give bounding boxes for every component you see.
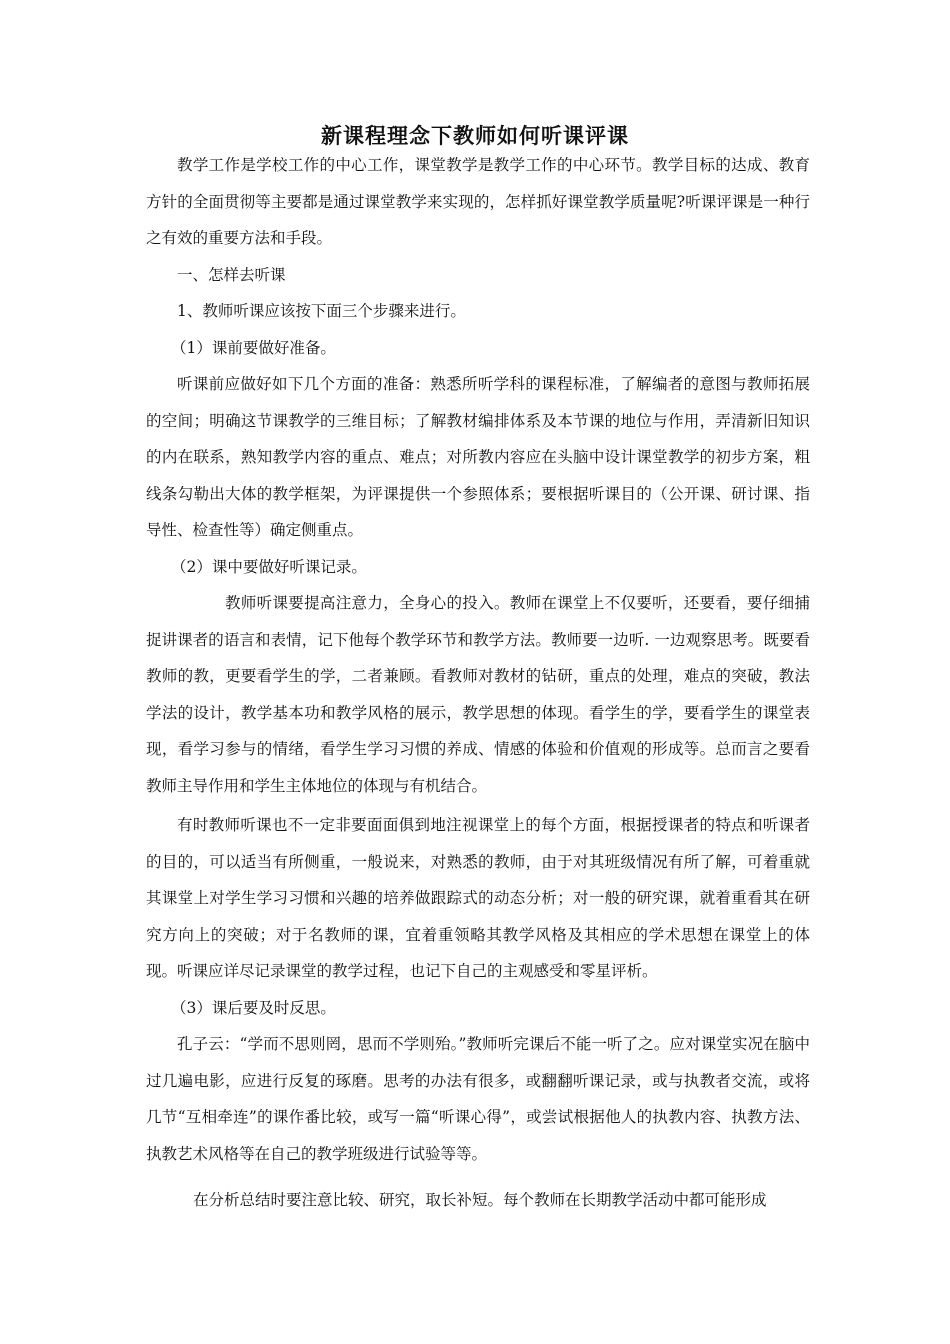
heading-step-1: （1）课前要做好准备。 xyxy=(171,338,336,357)
heading-step-2: （2）课中要做好听课记录。 xyxy=(171,557,367,576)
paragraph-recording: 教师听课要提高注意力，全身心的投入。教师在课堂上不仅要听，还要看，要仔细捕捉讲课者的语言和表情，记下他每个教学环节和教学方法。教师要一边听. 一边观察思考。既要看教师的教，更要看学生的学，二者兼顾。看教师对教材的钻研，重点的处理，难点的突破，教法学法的设计，教学基本功和教学风格的展示，教学思想的体现。看学生的学，要看学生的课堂表现，看学习参与的情绪，看学生学习习惯的养成、情感的体验和价值观的形成等。总而言之要看教师主导作用和学生主体地位的体现与有机结合。 xyxy=(146,594,810,795)
heading-step-3: （3）课后要及时反思。 xyxy=(171,998,336,1017)
heading-three-steps: 1、教师听课应该按下面三个步骤来进行。 xyxy=(177,302,466,320)
heading-how-to-observe: 一、怎样去听课 xyxy=(177,265,286,284)
document-body xyxy=(146,147,810,1219)
paragraph-reflection: 孔子云：“学而不思则罔，思而不学则殆。”教师听完课后不能一听了之。应对课堂实况在脑中过几遍电影，应进行反复的琢磨。思考的办法有很多，或翻翻听课记录，或与执教者交流，或将几节“互相牵连”的课作番比较，或写一篇“听课心得”，或尝试根据他人的执教内容、执教方法、执教艺术风格等在自己的教学班级进行试验等等。 xyxy=(146,1035,810,1163)
paragraph-intro: 教学工作是学校工作的中心工作，课堂教学是教学工作的中心环节。教学目标的达成、教育方针的全面贯彻等主要都是通过课堂教学来实现的，怎样抓好课堂教学质量呢?听课评课是一种行之有效的重要方法和手段。 xyxy=(146,156,810,247)
paragraph-analysis: 在分析总结时要注意比较、研究，取长补短。每个教师在长期教学活动中都可能形成 xyxy=(193,1191,767,1209)
paragraph-focus: 有时教师听课也不一定非要面面俱到地注视课堂上的每个方面，根据授课者的特点和听课者的目的，可以适当有所侧重，一般说来，对熟悉的教师，由于对其班级情况有所了解，可着重就其课堂上对学生学习习惯和兴趣的培养做跟踪式的动态分析；对一般的研究课，就着重看其在研究方向上的突破；对于名教师的课，宜着重领略其教学风格及其相应的学术思想在课堂上的体现。听课应详尽记录课堂的教学过程，也记下自己的主观感受和零星评析。 xyxy=(146,816,810,980)
paragraph-preparation: 听课前应做好如下几个方面的准备：熟悉所听学科的课程标准，了解编者的意图与教师拓展的空间；明确这节课教学的三维目标；了解教材编排体系及本节课的地位与作用，弄清新旧知识的内在联系，熟知教学内容的重点、难点；对所教内容应在头脑中设计课堂教学的初步方案，粗线条勾勒出大体的教学框架，为评课提供一个参照体系；要根据听课目的（公开课、研讨课、指导性、检查性等）确定侧重点。 xyxy=(146,375,810,539)
document-title: 新课程理念下教师如何听课评课 xyxy=(321,123,629,148)
